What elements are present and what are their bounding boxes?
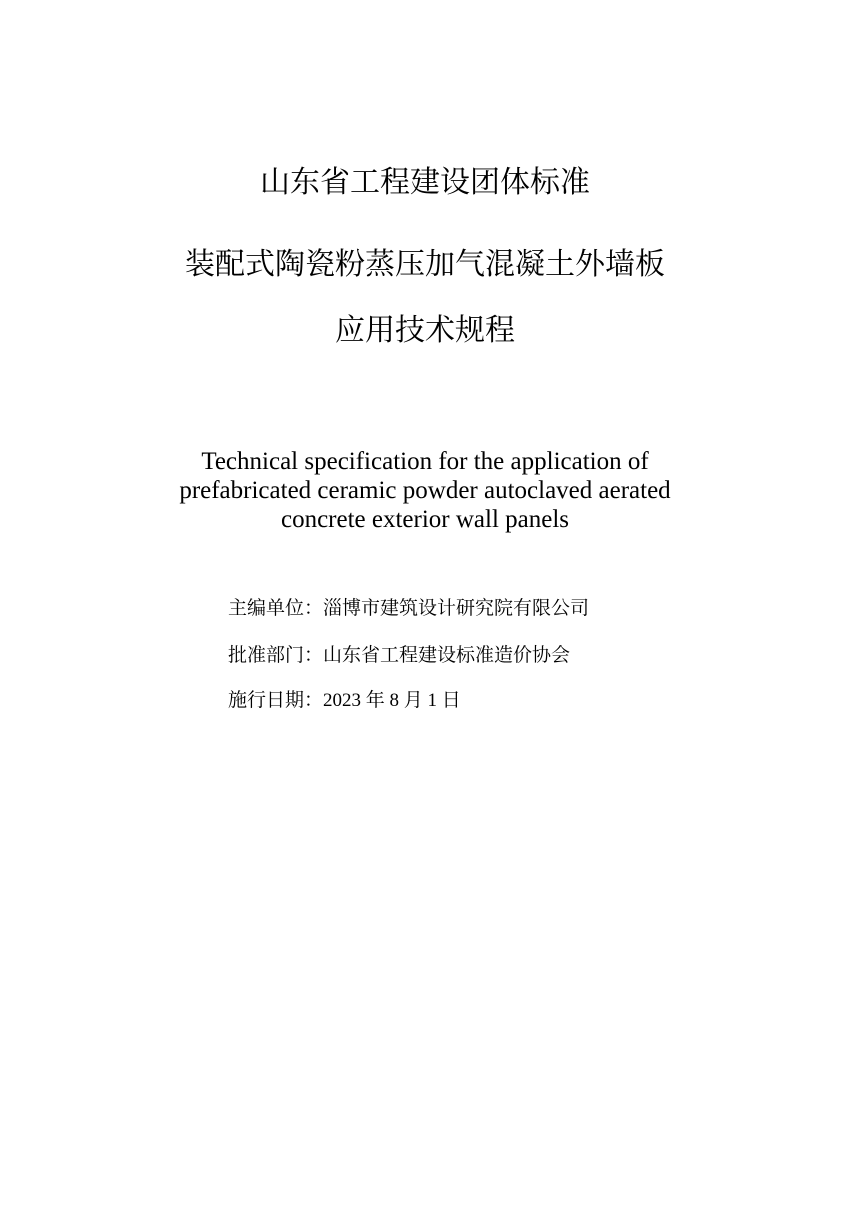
effective-date-row — [228, 688, 461, 713]
editor-unit-value: 淄博市建筑设计研究院有限公司 — [323, 597, 590, 619]
title-en-line: prefabricated ceramic powder autoclaved aerated — [179, 477, 671, 504]
approval-department-value: 山东省工程建设标准造价协会 — [323, 644, 571, 666]
editor-unit-label: 主编单位： — [228, 597, 324, 619]
effective-date-value: 2023 年 8 月 1 日 — [323, 690, 461, 711]
document-title-cn-line1: 装配式陶瓷粉蒸压加气混凝土外墙板 — [185, 247, 665, 282]
standard-category: 山东省工程建设团体标准 — [260, 165, 590, 200]
document-title-cn-line2: 应用技术规程 — [335, 313, 515, 348]
editor-unit-row — [228, 596, 589, 620]
approval-department-row — [228, 643, 570, 667]
title-en-line: concrete exterior wall panels — [280, 506, 570, 533]
title-en-line: Technical specification for the application of — [201, 448, 649, 475]
document-title-en — [120, 447, 730, 534]
effective-date-label: 施行日期： — [228, 689, 324, 711]
approval-department-label: 批准部门： — [228, 644, 324, 666]
